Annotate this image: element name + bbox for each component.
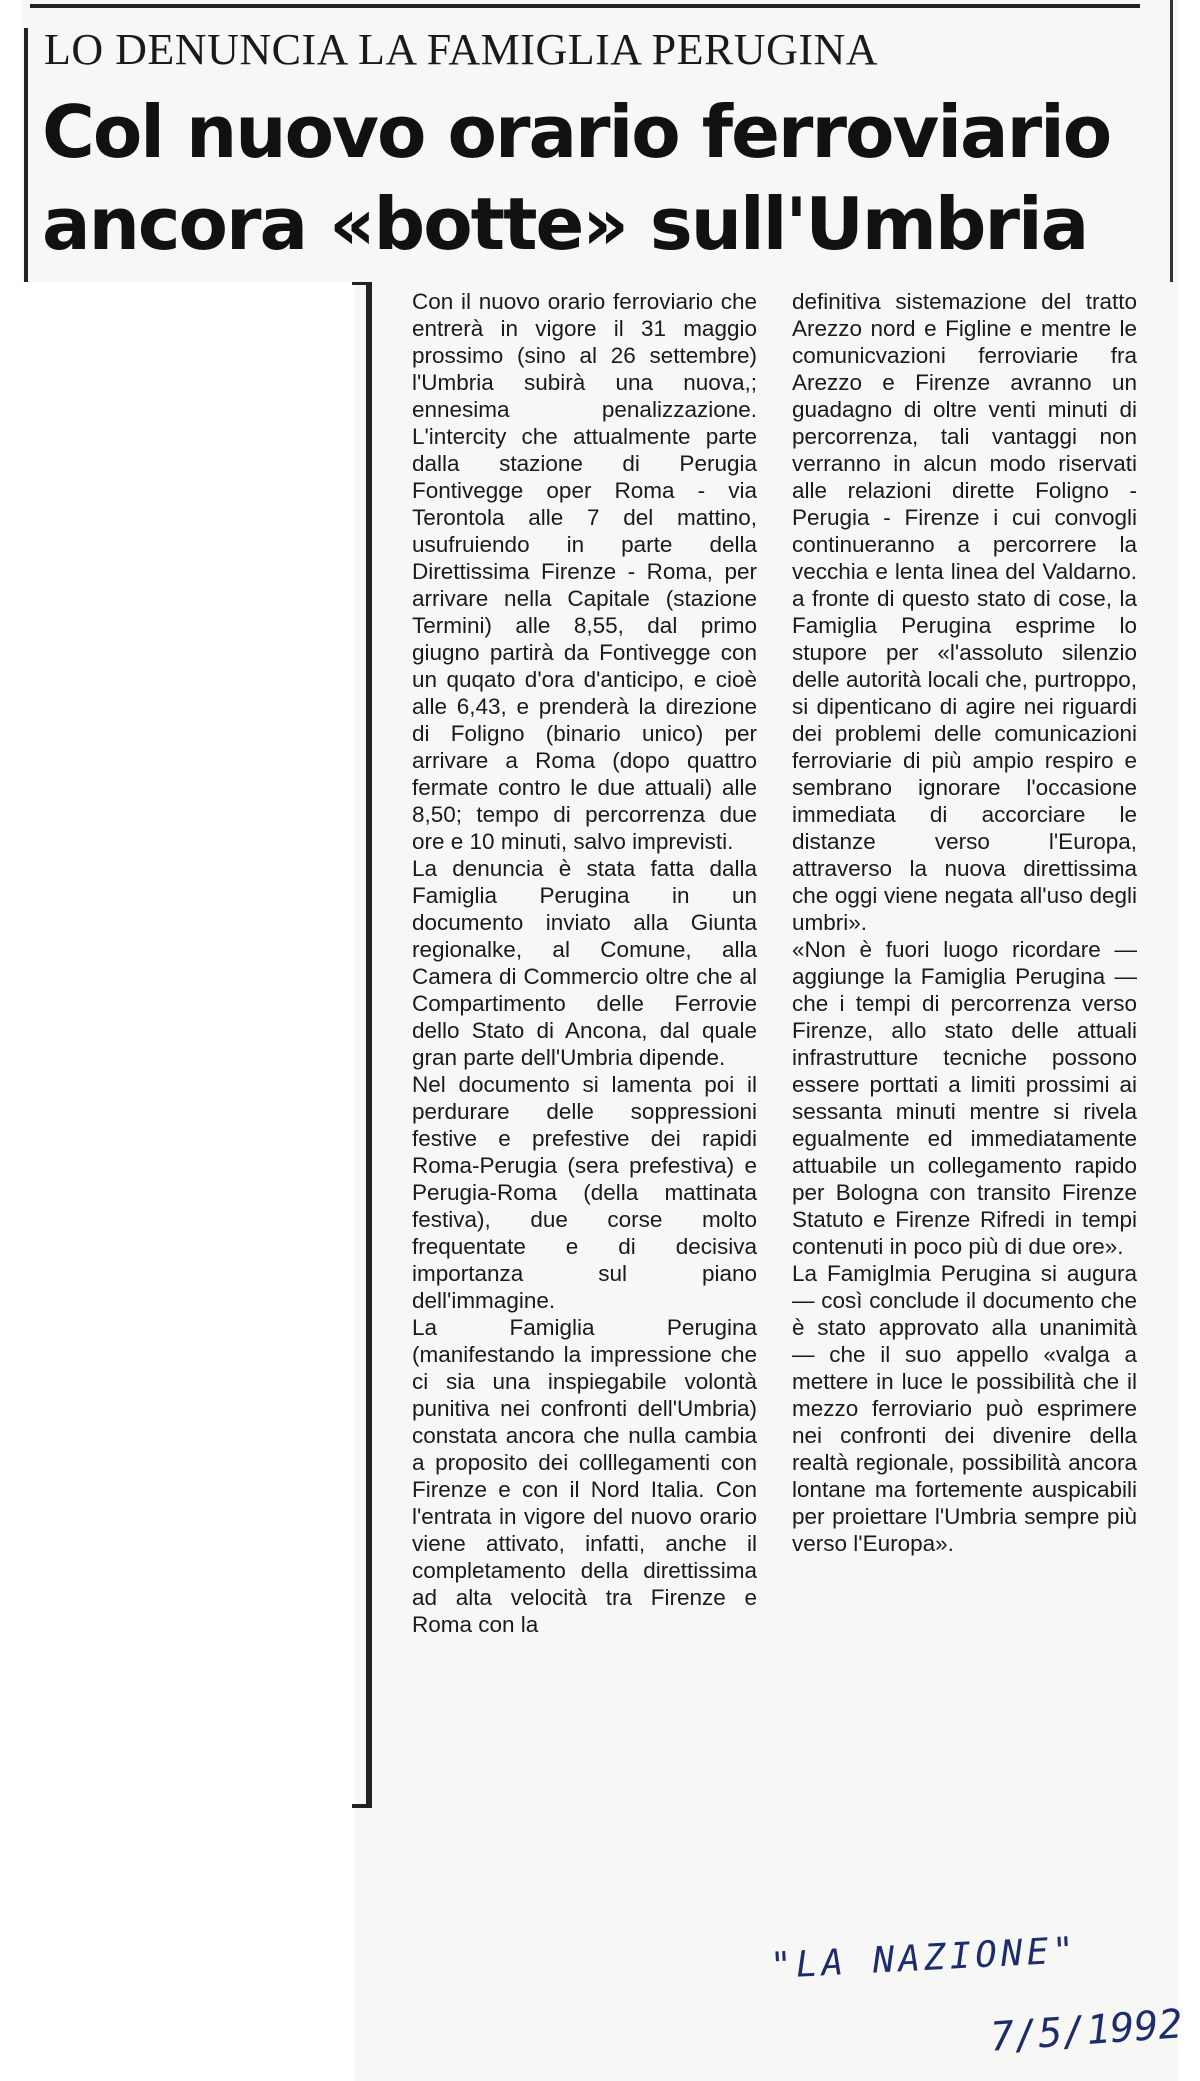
column-1-paragraph: Nel documento si lamenta poi il perdurare delle soppressioni festive e prefestive dei rapidi Roma-Perugia (sera prefestiva) e Perugia-Roma (della mattinata festiva), due corse molto frequentate e di decisiva importanza sul piano dell'immagine. [412,1072,757,1313]
handwritten-source-note: "LA NAZIONE" [769,1929,1079,1988]
header-left-rule [24,28,28,282]
article-headline [42,86,1162,270]
headline-line-1: Col nuovo orario ferroviario [42,90,1111,174]
column-2-paragraph: «Non è fuori luogo ricordare — aggiunge la Famiglia Perugina — che i tempi di percorrenza verso Firenze, allo stato delle attuali infrastrutture tecniche possono essere porttati a limiti prossimi ai sessanta minuti mentre si rivela egualmente ed immediatamente attuabile un collegamento rapido per Bologna con transito Firenze Statuto e Firenze Rifredi in tempi contenuti in poco più di due ore». [792,937,1137,1259]
body-left-rule [366,282,372,1807]
column-2-paragraph: La Famiglmia Perugina si augura — così conclude il documento che è stato approvato alla unanimità — che il suo appello «valga a mettere in luce le possibilità che il mezzo ferroviario può esprimere nei confronti dei divenire della realtà regionale, possibilità ancora lontane ma fortemente auspicabili per proiettare l'Umbria sempre più verso l'Europa». [792,1261,1137,1556]
column-1-paragraph: La denuncia è stata fatta dalla Famiglia Perugina in un documento inviato alla Giunta regionalke, al Comune, alla Camera di Commercio oltre che al Compartimento delle Ferrovie dello Stato di Ancona, dal quale gran parte dell'Umbria dipende. [412,856,757,1070]
article-column-2 [792,288,1137,1557]
column-1-paragraph: La Famiglia Perugina (manifestando la impressione che ci sia una inspiegabile volontà punitiva nei confronti dell'Umbria) constata ancora che nulla cambia a proposito dei colllegamenti con Firenze e con il Nord Italia. Con l'entrata in vigore del nuovo orario viene attivato, infatti, anche il completamento della direttissima ad alta velocità tra Firenze e Roma con la [412,1315,757,1637]
column-1-paragraph: Con il nuovo orario ferroviario che entrerà in vigore il 31 maggio prossimo (sino al 26 settembre) l'Umbria subirà una nuova,; ennesima penalizzazione. L'intercity che attualmente parte dalla stazione di Perugia Fontivegge oper Roma - via Terontola alle 7 del mattino, usufruiendo in parte della Direttissima Firenze - Roma, per arrivare nella Capitale (stazione Termini) alle 8,55, dal primo giugno partirà da Fontivegge con un quqato d'ora d'anticipo, e cioè alle 6,43, e prenderà la direzione di Foligno (binario unico) per arrivare a Roma (dopo quattro fermate contro le due attuali) alle 8,50; tempo di percorrenza due ore e 10 minuti, salvo imprevisti. [412,289,757,854]
header-right-rule [1170,0,1173,282]
handwritten-date-note: 7/5/1992 [988,2001,1185,2061]
body-bracket-bottom [352,1804,372,1808]
column-2-paragraph: definitiva sistemazione del tratto Arezzo nord e Figline e mentre le comunicvazioni ferroviarie fra Arezzo e Firenze avranno un guadagno di oltre venti minuti di percorrenza, tali vantaggi non verranno in alcun modo riservati alle relazioni dirette Foligno - Perugia - Firenze i cui convogli continueranno a percorrere la vecchia e lenta linea del Valdarno. a fronte di questo stato di cose, la Famiglia Perugina esprime lo stupore per «l'assoluto silenzio delle autorità locali che, purtroppo, si dipenticano di agire nei riguardi dei problemi delle comunicazioni ferroviarie di più ampio respiro e sembrano ignorare l'occasione immediata di accorciare le distanze verso l'Europa, attraverso la nuova direttissima che oggi viene negata all'uso degli umbri». [792,289,1137,935]
headline-line-2: ancora «botte» sull'Umbria [42,182,1088,266]
article-column-1 [412,288,757,1638]
top-rule [30,4,1140,8]
article-kicker: LO DENUNCIA LA FAMIGLIA PERUGINA [44,25,879,74]
